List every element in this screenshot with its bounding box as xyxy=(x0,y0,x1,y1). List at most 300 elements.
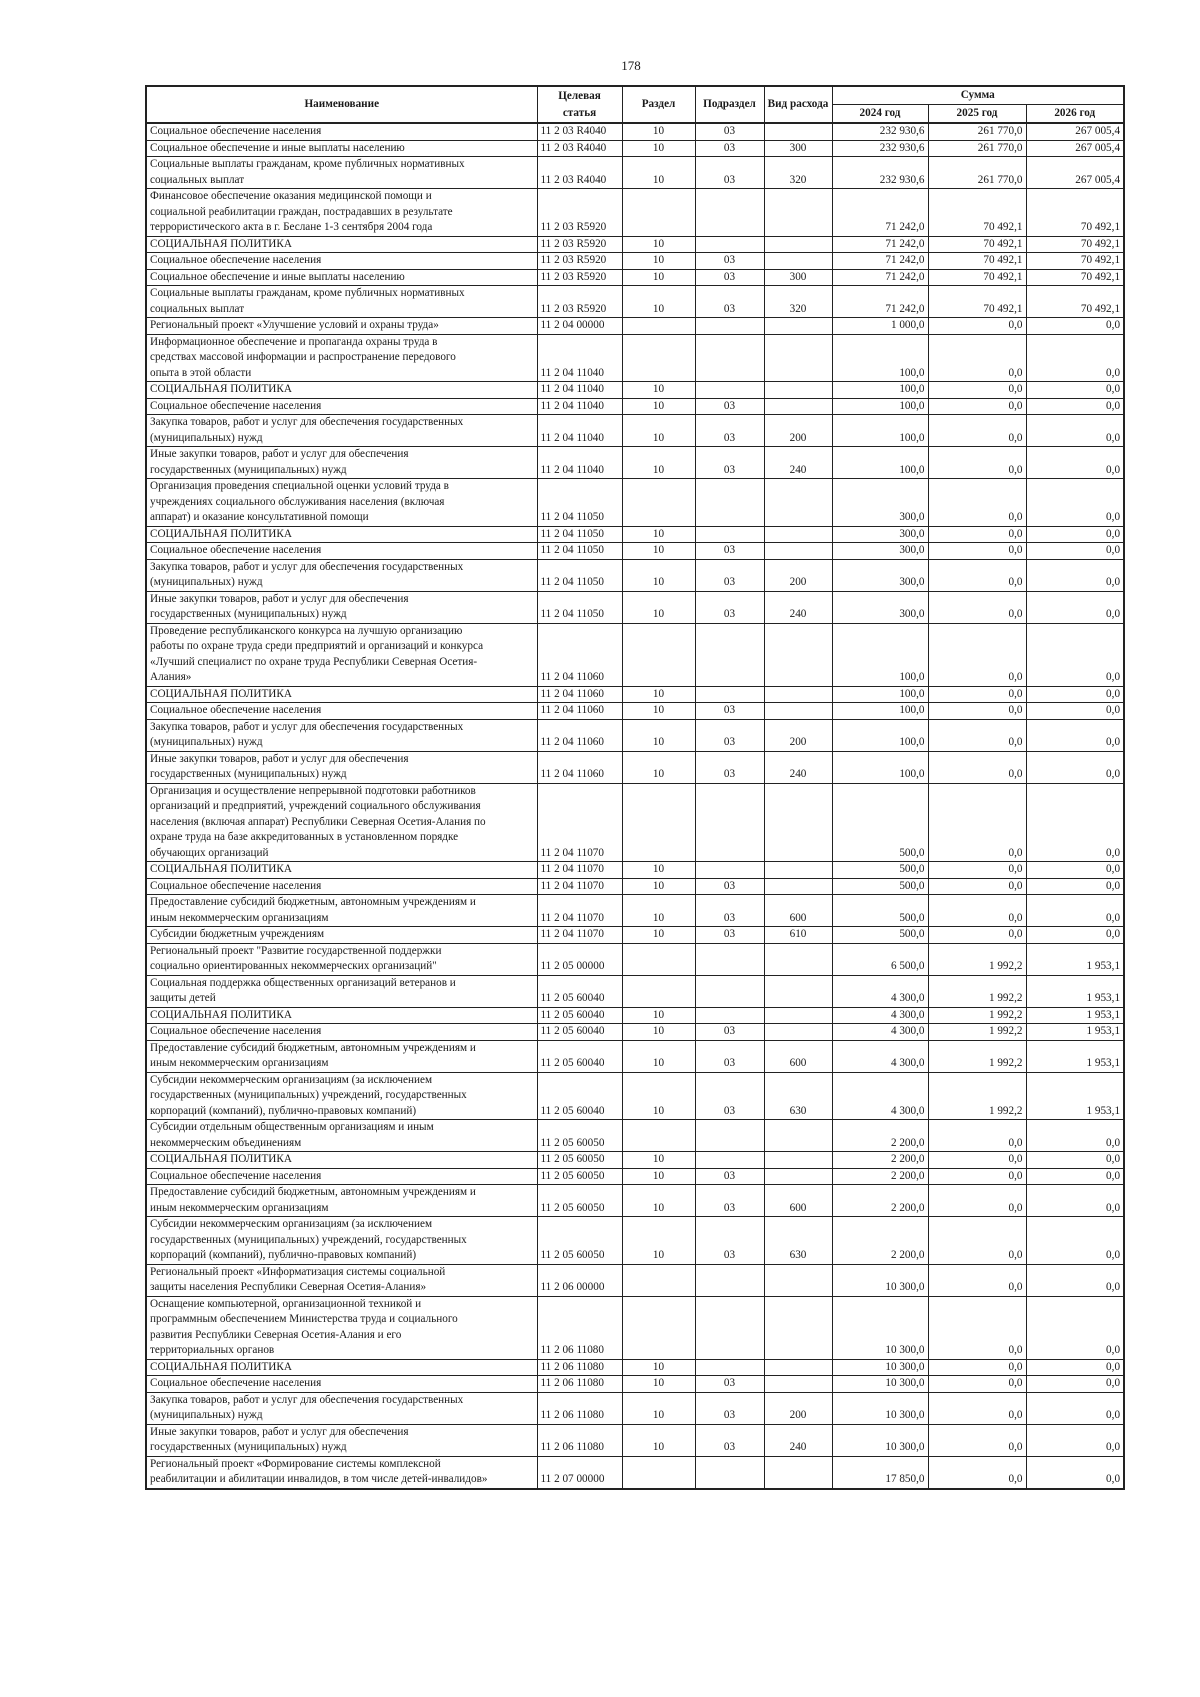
row-section: 10 xyxy=(622,878,695,895)
row-name: Закупка товаров, работ и услуг для обеспечения государственных (муниципальных) нужд xyxy=(146,1392,537,1424)
row-section xyxy=(622,623,695,686)
row-target-code: 11 2 04 11040 xyxy=(537,447,622,479)
table-row xyxy=(146,943,1124,975)
row-name: Социальное обеспечение населения xyxy=(146,703,537,720)
row-name: Региональный проект «Информатизация системы социальной защиты населения Республики Северная Осетия-Алания» xyxy=(146,1264,537,1296)
row-subsection xyxy=(695,236,764,253)
budget-table xyxy=(145,85,1125,1490)
table-row xyxy=(146,751,1124,783)
row-amount-2026: 0,0 xyxy=(1026,1217,1124,1265)
row-name: СОЦИАЛЬНАЯ ПОЛИТИКА xyxy=(146,862,537,879)
row-expense-type: 300 xyxy=(764,269,832,286)
row-subsection: 03 xyxy=(695,447,764,479)
row-name: Региональный проект "Развитие государственной поддержки социально ориентированных некоммерческих организаций" xyxy=(146,943,537,975)
row-subsection: 03 xyxy=(695,1424,764,1456)
row-name: Оснащение компьютерной, организационной техникой и программным обеспечением Министерства труда и социального развития Республики Северная Осетия-Алания и его территориальных органов xyxy=(146,1296,537,1359)
row-target-code: 11 2 04 11060 xyxy=(537,719,622,751)
row-name: Организация проведения специальной оценки условий труда в учреждениях социального обслуживания населения (включая аппарат) и оказание консультативной помощи xyxy=(146,479,537,527)
row-expense-type: 600 xyxy=(764,1040,832,1072)
row-section: 10 xyxy=(622,895,695,927)
row-target-code: 11 2 05 60040 xyxy=(537,1040,622,1072)
row-amount-2024: 500,0 xyxy=(832,878,928,895)
row-name: Социальное обеспечение населения xyxy=(146,1024,537,1041)
row-target-code: 11 2 05 00000 xyxy=(537,943,622,975)
row-subsection: 03 xyxy=(695,591,764,623)
row-section: 10 xyxy=(622,398,695,415)
row-target-code: 11 2 04 11070 xyxy=(537,783,622,862)
row-amount-2024: 100,0 xyxy=(832,703,928,720)
row-target-code: 11 2 06 11080 xyxy=(537,1392,622,1424)
row-target-code: 11 2 05 60040 xyxy=(537,1072,622,1120)
row-section: 10 xyxy=(622,591,695,623)
row-expense-type xyxy=(764,1456,832,1489)
row-target-code: 11 2 03 R4040 xyxy=(537,157,622,189)
row-amount-2025: 1 992,2 xyxy=(928,975,1026,1007)
row-subsection xyxy=(695,862,764,879)
row-amount-2024: 2 200,0 xyxy=(832,1185,928,1217)
row-section: 10 xyxy=(622,140,695,157)
row-amount-2024: 500,0 xyxy=(832,783,928,862)
table-row xyxy=(146,1120,1124,1152)
row-amount-2024: 71 242,0 xyxy=(832,236,928,253)
row-target-code: 11 2 04 11070 xyxy=(537,927,622,944)
row-name: СОЦИАЛЬНАЯ ПОЛИТИКА xyxy=(146,1007,537,1024)
row-name: Социальное обеспечение населения xyxy=(146,543,537,560)
row-amount-2024: 100,0 xyxy=(832,686,928,703)
row-amount-2025: 1 992,2 xyxy=(928,1040,1026,1072)
row-name: Социальное обеспечение населения xyxy=(146,878,537,895)
row-subsection xyxy=(695,189,764,237)
table-row xyxy=(146,1168,1124,1185)
row-name: Иные закупки товаров, работ и услуг для обеспечения государственных (муниципальных) нужд xyxy=(146,1424,537,1456)
row-target-code: 11 2 04 11050 xyxy=(537,526,622,543)
row-expense-type xyxy=(764,686,832,703)
row-name: Социальное обеспечение населения xyxy=(146,398,537,415)
row-section: 10 xyxy=(622,543,695,560)
row-expense-type: 200 xyxy=(764,719,832,751)
row-expense-type: 600 xyxy=(764,895,832,927)
row-amount-2024: 100,0 xyxy=(832,751,928,783)
row-section xyxy=(622,1296,695,1359)
table-row xyxy=(146,862,1124,879)
row-amount-2026: 0,0 xyxy=(1026,591,1124,623)
table-row xyxy=(146,1296,1124,1359)
table-row xyxy=(146,1264,1124,1296)
row-name: Финансовое обеспечение оказания медицинской помощи и социальной реабилитации граждан, пострадавших в результате террористического акта в г. Беслане 1-3 сентября 2004 года xyxy=(146,189,537,237)
row-expense-type xyxy=(764,1296,832,1359)
row-expense-type xyxy=(764,943,832,975)
row-expense-type xyxy=(764,123,832,140)
row-amount-2025: 0,0 xyxy=(928,703,1026,720)
row-target-code: 11 2 03 R5920 xyxy=(537,253,622,270)
row-amount-2024: 300,0 xyxy=(832,479,928,527)
header-subsection: Подраздел xyxy=(695,86,764,123)
row-amount-2025: 0,0 xyxy=(928,591,1026,623)
row-subsection xyxy=(695,479,764,527)
header-sum: Сумма xyxy=(832,86,1124,105)
row-amount-2026: 0,0 xyxy=(1026,751,1124,783)
row-target-code: 11 2 05 60050 xyxy=(537,1185,622,1217)
row-amount-2025: 1 992,2 xyxy=(928,1072,1026,1120)
header-section: Раздел xyxy=(622,86,695,123)
row-subsection xyxy=(695,1007,764,1024)
row-target-code: 11 2 07 00000 xyxy=(537,1456,622,1489)
row-amount-2024: 4 300,0 xyxy=(832,1072,928,1120)
table-row xyxy=(146,1007,1124,1024)
row-subsection xyxy=(695,1296,764,1359)
row-name: СОЦИАЛЬНАЯ ПОЛИТИКА xyxy=(146,382,537,399)
table-row xyxy=(146,686,1124,703)
row-name: Субсидии некоммерческим организациям (за исключением государственных (муниципальных) учреждений, государственных корпораций (компаний), публично-правовых компаний) xyxy=(146,1217,537,1265)
row-amount-2026: 0,0 xyxy=(1026,479,1124,527)
table-row xyxy=(146,703,1124,720)
row-name: Закупка товаров, работ и услуг для обеспечения государственных (муниципальных) нужд xyxy=(146,719,537,751)
row-name: Социальные выплаты гражданам, кроме публичных нормативных социальных выплат xyxy=(146,157,537,189)
table-row xyxy=(146,1392,1124,1424)
row-amount-2024: 4 300,0 xyxy=(832,1040,928,1072)
row-section: 10 xyxy=(622,157,695,189)
row-expense-type xyxy=(764,1007,832,1024)
table-row xyxy=(146,895,1124,927)
row-amount-2024: 500,0 xyxy=(832,895,928,927)
row-subsection: 03 xyxy=(695,751,764,783)
row-subsection xyxy=(695,783,764,862)
row-subsection xyxy=(695,1456,764,1489)
row-amount-2024: 10 300,0 xyxy=(832,1424,928,1456)
row-target-code: 11 2 04 00000 xyxy=(537,318,622,335)
row-amount-2025: 0,0 xyxy=(928,382,1026,399)
row-subsection xyxy=(695,334,764,382)
row-subsection: 03 xyxy=(695,878,764,895)
row-amount-2024: 71 242,0 xyxy=(832,269,928,286)
row-amount-2026: 267 005,4 xyxy=(1026,123,1124,140)
row-target-code: 11 2 04 11070 xyxy=(537,895,622,927)
row-amount-2025: 0,0 xyxy=(928,1168,1026,1185)
row-amount-2025: 70 492,1 xyxy=(928,253,1026,270)
row-amount-2026: 267 005,4 xyxy=(1026,157,1124,189)
header-2025: 2025 год xyxy=(928,105,1026,124)
row-subsection: 03 xyxy=(695,719,764,751)
row-target-code: 11 2 04 11050 xyxy=(537,591,622,623)
row-expense-type xyxy=(764,703,832,720)
row-amount-2026: 0,0 xyxy=(1026,1120,1124,1152)
row-target-code: 11 2 03 R5920 xyxy=(537,236,622,253)
row-amount-2025: 0,0 xyxy=(928,895,1026,927)
row-subsection xyxy=(695,1359,764,1376)
row-target-code: 11 2 05 60040 xyxy=(537,1024,622,1041)
row-amount-2024: 4 300,0 xyxy=(832,1007,928,1024)
row-name: Иные закупки товаров, работ и услуг для обеспечения государственных (муниципальных) нужд xyxy=(146,447,537,479)
table-row xyxy=(146,189,1124,237)
row-name: Субсидии отдельным общественным организациям и иным некоммерческим объединениям xyxy=(146,1120,537,1152)
row-target-code: 11 2 05 60050 xyxy=(537,1217,622,1265)
row-subsection xyxy=(695,943,764,975)
table-row xyxy=(146,1024,1124,1041)
row-section: 10 xyxy=(622,1072,695,1120)
row-amount-2024: 100,0 xyxy=(832,623,928,686)
row-expense-type: 200 xyxy=(764,559,832,591)
row-subsection: 03 xyxy=(695,1072,764,1120)
row-section: 10 xyxy=(622,447,695,479)
row-target-code: 11 2 04 11040 xyxy=(537,334,622,382)
row-section xyxy=(622,943,695,975)
table-row xyxy=(146,1185,1124,1217)
row-name: Субсидии бюджетным учреждениям xyxy=(146,927,537,944)
row-subsection: 03 xyxy=(695,1217,764,1265)
row-amount-2025: 0,0 xyxy=(928,686,1026,703)
row-target-code: 11 2 06 11080 xyxy=(537,1296,622,1359)
row-amount-2026: 0,0 xyxy=(1026,783,1124,862)
row-name: Организация и осуществление непрерывной подготовки работников организаций и предприятий, учреждений социального обслуживания населения (включая аппарат) Республики Северная Осетия-Алания по охране труда на базе аккредитованных в установленном порядке обучающих организаций xyxy=(146,783,537,862)
table-row xyxy=(146,623,1124,686)
row-name: Социальные выплаты гражданам, кроме публичных нормативных социальных выплат xyxy=(146,286,537,318)
row-amount-2026: 0,0 xyxy=(1026,334,1124,382)
row-section xyxy=(622,1264,695,1296)
row-section xyxy=(622,189,695,237)
row-name: СОЦИАЛЬНАЯ ПОЛИТИКА xyxy=(146,526,537,543)
table-row xyxy=(146,591,1124,623)
row-subsection: 03 xyxy=(695,1392,764,1424)
row-subsection: 03 xyxy=(695,123,764,140)
row-amount-2026: 0,0 xyxy=(1026,1456,1124,1489)
row-subsection: 03 xyxy=(695,1168,764,1185)
row-amount-2024: 2 200,0 xyxy=(832,1217,928,1265)
row-target-code: 11 2 04 11070 xyxy=(537,878,622,895)
row-section: 10 xyxy=(622,703,695,720)
row-subsection xyxy=(695,382,764,399)
header-2026: 2026 год xyxy=(1026,105,1124,124)
row-subsection xyxy=(695,975,764,1007)
row-target-code: 11 2 04 11040 xyxy=(537,382,622,399)
row-section: 10 xyxy=(622,559,695,591)
row-expense-type xyxy=(764,318,832,335)
row-expense-type xyxy=(764,1264,832,1296)
row-amount-2025: 0,0 xyxy=(928,1376,1026,1393)
row-section xyxy=(622,975,695,1007)
row-target-code: 11 2 04 11050 xyxy=(537,559,622,591)
header-expense-type: Вид расхода xyxy=(764,86,832,123)
row-name: Закупка товаров, работ и услуг для обеспечения государственных (муниципальных) нужд xyxy=(146,559,537,591)
row-amount-2025: 261 770,0 xyxy=(928,140,1026,157)
row-amount-2024: 10 300,0 xyxy=(832,1296,928,1359)
row-section: 10 xyxy=(622,382,695,399)
row-amount-2026: 0,0 xyxy=(1026,686,1124,703)
row-name: Социальное обеспечение населения xyxy=(146,123,537,140)
row-expense-type: 240 xyxy=(764,1424,832,1456)
table-row xyxy=(146,719,1124,751)
row-amount-2025: 0,0 xyxy=(928,1120,1026,1152)
row-section: 10 xyxy=(622,1392,695,1424)
row-target-code: 11 2 03 R4040 xyxy=(537,123,622,140)
table-row xyxy=(146,783,1124,862)
row-amount-2025: 0,0 xyxy=(928,1359,1026,1376)
row-section: 10 xyxy=(622,719,695,751)
row-amount-2026: 0,0 xyxy=(1026,1168,1124,1185)
row-amount-2025: 261 770,0 xyxy=(928,123,1026,140)
row-amount-2026: 0,0 xyxy=(1026,1376,1124,1393)
table-row xyxy=(146,1424,1124,1456)
row-expense-type: 240 xyxy=(764,751,832,783)
row-amount-2025: 0,0 xyxy=(928,1424,1026,1456)
row-subsection xyxy=(695,1152,764,1169)
row-target-code: 11 2 04 11060 xyxy=(537,623,622,686)
row-expense-type xyxy=(764,623,832,686)
row-expense-type: 200 xyxy=(764,1392,832,1424)
row-subsection: 03 xyxy=(695,286,764,318)
row-subsection xyxy=(695,1264,764,1296)
row-section: 10 xyxy=(622,1376,695,1393)
row-expense-type xyxy=(764,382,832,399)
row-section: 10 xyxy=(622,686,695,703)
row-expense-type xyxy=(764,479,832,527)
row-name: Информационное обеспечение и пропаганда охраны труда в средствах массовой информации и распространение передового опыта в этой области xyxy=(146,334,537,382)
row-amount-2025: 70 492,1 xyxy=(928,236,1026,253)
row-target-code: 11 2 04 11040 xyxy=(537,415,622,447)
row-amount-2024: 4 300,0 xyxy=(832,975,928,1007)
row-name: СОЦИАЛЬНАЯ ПОЛИТИКА xyxy=(146,236,537,253)
header-2024: 2024 год xyxy=(832,105,928,124)
row-amount-2025: 0,0 xyxy=(928,719,1026,751)
table-row xyxy=(146,1152,1124,1169)
row-subsection: 03 xyxy=(695,1185,764,1217)
row-amount-2026: 0,0 xyxy=(1026,1296,1124,1359)
row-amount-2025: 0,0 xyxy=(928,783,1026,862)
row-name: Региональный проект «Формирование системы комплексной реабилитации и абилитации инвалидов, в том числе детей-инвалидов» xyxy=(146,1456,537,1489)
row-section xyxy=(622,783,695,862)
row-subsection: 03 xyxy=(695,703,764,720)
row-amount-2024: 300,0 xyxy=(832,591,928,623)
row-amount-2024: 232 930,6 xyxy=(832,157,928,189)
row-section: 10 xyxy=(622,123,695,140)
row-target-code: 11 2 04 11060 xyxy=(537,686,622,703)
row-amount-2026: 0,0 xyxy=(1026,1424,1124,1456)
row-target-code: 11 2 04 11070 xyxy=(537,862,622,879)
table-row xyxy=(146,479,1124,527)
row-expense-type xyxy=(764,975,832,1007)
row-expense-type: 240 xyxy=(764,447,832,479)
row-section: 10 xyxy=(622,1168,695,1185)
row-amount-2026: 0,0 xyxy=(1026,1264,1124,1296)
row-amount-2025: 70 492,1 xyxy=(928,269,1026,286)
row-amount-2024: 100,0 xyxy=(832,334,928,382)
row-amount-2026: 0,0 xyxy=(1026,447,1124,479)
row-amount-2025: 0,0 xyxy=(928,318,1026,335)
table-row xyxy=(146,334,1124,382)
row-name: Социальное обеспечение населения xyxy=(146,1168,537,1185)
row-amount-2026: 0,0 xyxy=(1026,415,1124,447)
row-section: 10 xyxy=(622,1040,695,1072)
row-subsection: 03 xyxy=(695,398,764,415)
row-target-code: 11 2 03 R5920 xyxy=(537,269,622,286)
row-amount-2026: 0,0 xyxy=(1026,1392,1124,1424)
table-row xyxy=(146,157,1124,189)
row-name: Закупка товаров, работ и услуг для обеспечения государственных (муниципальных) нужд xyxy=(146,415,537,447)
row-name: Иные закупки товаров, работ и услуг для обеспечения государственных (муниципальных) нужд xyxy=(146,751,537,783)
row-name: Социальная поддержка общественных организаций ветеранов и защиты детей xyxy=(146,975,537,1007)
row-subsection: 03 xyxy=(695,140,764,157)
row-subsection: 03 xyxy=(695,1024,764,1041)
table-row xyxy=(146,236,1124,253)
row-expense-type xyxy=(764,1168,832,1185)
row-section: 10 xyxy=(622,751,695,783)
row-expense-type: 630 xyxy=(764,1217,832,1265)
row-name: Предоставление субсидий бюджетным, автономным учреждениям и иным некоммерческим организациям xyxy=(146,895,537,927)
row-amount-2024: 500,0 xyxy=(832,927,928,944)
row-expense-type xyxy=(764,398,832,415)
row-subsection: 03 xyxy=(695,559,764,591)
header-target: Целевая статья xyxy=(537,86,622,123)
row-subsection: 03 xyxy=(695,1376,764,1393)
row-amount-2025: 0,0 xyxy=(928,447,1026,479)
row-amount-2025: 0,0 xyxy=(928,862,1026,879)
row-amount-2025: 0,0 xyxy=(928,526,1026,543)
row-expense-type xyxy=(764,783,832,862)
row-name: Социальное обеспечение и иные выплаты населению xyxy=(146,140,537,157)
row-amount-2025: 0,0 xyxy=(928,559,1026,591)
row-amount-2025: 70 492,1 xyxy=(928,286,1026,318)
table-header xyxy=(146,86,1124,123)
row-amount-2024: 10 300,0 xyxy=(832,1376,928,1393)
row-target-code: 11 2 04 11060 xyxy=(537,751,622,783)
row-name: Социальное обеспечение населения xyxy=(146,1376,537,1393)
row-amount-2025: 0,0 xyxy=(928,1296,1026,1359)
row-section: 10 xyxy=(622,862,695,879)
row-section: 10 xyxy=(622,1152,695,1169)
row-name: Предоставление субсидий бюджетным, автономным учреждениям и иным некоммерческим организациям xyxy=(146,1040,537,1072)
row-subsection xyxy=(695,623,764,686)
row-amount-2025: 0,0 xyxy=(928,479,1026,527)
row-target-code: 11 2 05 60050 xyxy=(537,1152,622,1169)
row-expense-type xyxy=(764,1024,832,1041)
row-amount-2024: 100,0 xyxy=(832,398,928,415)
row-amount-2026: 0,0 xyxy=(1026,895,1124,927)
row-name: СОЦИАЛЬНАЯ ПОЛИТИКА xyxy=(146,686,537,703)
table-row xyxy=(146,927,1124,944)
row-subsection: 03 xyxy=(695,157,764,189)
row-expense-type xyxy=(764,878,832,895)
table-row xyxy=(146,1217,1124,1265)
row-target-code: 11 2 03 R5920 xyxy=(537,189,622,237)
row-target-code: 11 2 04 11040 xyxy=(537,398,622,415)
row-amount-2026: 0,0 xyxy=(1026,703,1124,720)
row-amount-2025: 261 770,0 xyxy=(928,157,1026,189)
row-subsection xyxy=(695,318,764,335)
row-name: Субсидии некоммерческим организациям (за исключением государственных (муниципальных) учреждений, государственных корпораций (компаний), публично-правовых компаний) xyxy=(146,1072,537,1120)
row-amount-2024: 71 242,0 xyxy=(832,253,928,270)
row-amount-2025: 1 992,2 xyxy=(928,943,1026,975)
table-row xyxy=(146,559,1124,591)
row-amount-2026: 0,0 xyxy=(1026,1152,1124,1169)
row-amount-2024: 17 850,0 xyxy=(832,1456,928,1489)
row-target-code: 11 2 05 60050 xyxy=(537,1120,622,1152)
table-row xyxy=(146,975,1124,1007)
table-row xyxy=(146,1376,1124,1393)
row-target-code: 11 2 04 11050 xyxy=(537,479,622,527)
row-expense-type xyxy=(764,526,832,543)
row-subsection xyxy=(695,1120,764,1152)
row-expense-type xyxy=(764,862,832,879)
row-target-code: 11 2 05 60050 xyxy=(537,1168,622,1185)
row-amount-2024: 71 242,0 xyxy=(832,189,928,237)
row-section: 10 xyxy=(622,236,695,253)
table-row xyxy=(146,253,1124,270)
table-row xyxy=(146,123,1124,140)
row-section xyxy=(622,1456,695,1489)
row-section: 10 xyxy=(622,415,695,447)
row-section xyxy=(622,1120,695,1152)
row-amount-2025: 0,0 xyxy=(928,927,1026,944)
row-amount-2026: 1 953,1 xyxy=(1026,1024,1124,1041)
